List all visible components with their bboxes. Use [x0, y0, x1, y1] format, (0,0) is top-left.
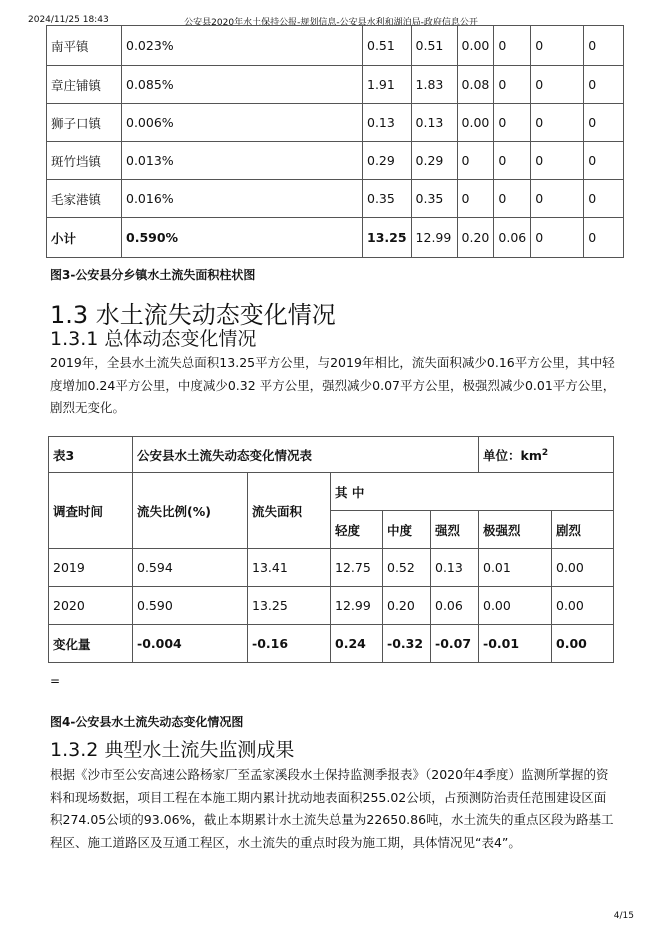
table-cell: 0.00	[552, 587, 614, 625]
table-title-row	[49, 437, 614, 473]
table-cell: 0	[494, 66, 531, 104]
paragraph-monitoring-results: 根据《沙市至公安高速公路杨家厂至孟家溪段水土保持监测季报表》（2020年4季度）监测所掌握的资料和现场数据，项目工程在本施工期内累计扰动地表面积255.02公顷，占预测防治责任范围建设区面积274.05公顷的93.06%，截止本期累计水土流失总量为22650.86吨，水土流失的重点区段为路基工程区、施工道路区及互通工程区，水土流失的重点时段为施工期，具体情况见“表4”。	[50, 767, 614, 850]
section-heading-1-3-2: 1.3.2 典型水土流失监测成果	[50, 739, 295, 761]
table-cell: 2020	[49, 587, 133, 625]
section-heading-1-3: 1.3 水土流失动态变化情况	[50, 301, 336, 329]
table-row	[47, 26, 624, 66]
table-cell: -0.01	[479, 625, 552, 663]
table-cell: 0.06	[431, 587, 479, 625]
table-cell: 0.13	[431, 549, 479, 587]
table-row	[47, 66, 624, 104]
table-cell: 0	[531, 218, 584, 258]
table-cell: 12.99	[411, 218, 457, 258]
table-cell: 0.13	[363, 104, 412, 142]
table-cell: 0	[584, 180, 624, 218]
table-cell: 0	[584, 104, 624, 142]
col-header-intense: 强烈	[431, 511, 479, 549]
table-cell: 13.25	[363, 218, 412, 258]
table-cell: 0.085%	[122, 66, 363, 104]
table-cell: 狮子口镇	[47, 104, 122, 142]
table-cell: 0.594	[133, 549, 248, 587]
table-cell: 0.00	[457, 26, 494, 66]
table-cell: 0.08	[457, 66, 494, 104]
table-cell: 0.52	[383, 549, 431, 587]
table-cell: 13.41	[248, 549, 331, 587]
table-cell: 0.00	[552, 625, 614, 663]
table-cell: 0.590	[133, 587, 248, 625]
table-cell: 0	[531, 104, 584, 142]
col-header-very-intense: 极强烈	[479, 511, 552, 549]
table-cell: 章庄铺镇	[47, 66, 122, 104]
table-cell: 0.51	[363, 26, 412, 66]
table-cell: 0	[584, 26, 624, 66]
figure4-caption: 图4-公安县水土流失动态变化情况图	[50, 715, 244, 729]
table-row	[47, 142, 624, 180]
table-cell: 0	[457, 142, 494, 180]
table-header-row	[49, 473, 614, 511]
table-cell: 变化量	[49, 625, 133, 663]
paragraph-overall-change: 2019年，全县水土流失总面积13.25平方公里，与2019年相比，流失面积减少0.16平方公里，其中轻度增加0.24平方公里，中度减少0.32 平方公里，强烈减少0.07平方公里，极强烈减少0.01平方公里，剧烈无变化。	[50, 355, 616, 415]
table-cell: 1.83	[411, 66, 457, 104]
col-header-time: 调查时间	[49, 473, 133, 549]
section-heading-1-3-1: 1.3.1 总体动态变化情况	[50, 328, 257, 350]
table-cell: 0.29	[363, 142, 412, 180]
table-cell: 0.51	[411, 26, 457, 66]
table-cell: 0.013%	[122, 142, 363, 180]
table-cell: 毛家港镇	[47, 180, 122, 218]
table-row	[47, 104, 624, 142]
table-cell: 0	[494, 104, 531, 142]
table-label: 表3	[49, 437, 133, 473]
table-cell: 2019	[49, 549, 133, 587]
table-cell: 0	[584, 66, 624, 104]
table-cell: 南平镇	[47, 26, 122, 66]
col-header-moderate: 中度	[383, 511, 431, 549]
print-datetime: 2024/11/25 18:43	[28, 15, 109, 25]
table-cell: 0	[494, 142, 531, 180]
table-cell: 0.13	[411, 104, 457, 142]
table-unit: 单位：$km^2$	[479, 437, 614, 473]
col-header-group: 其 中	[331, 473, 614, 511]
col-header-severe: 剧烈	[552, 511, 614, 549]
table-cell: 斑竹垱镇	[47, 142, 122, 180]
table-cell: 13.25	[248, 587, 331, 625]
table-cell: 0	[494, 26, 531, 66]
table-cell: 0.00	[552, 549, 614, 587]
table-title: 公安县水土流失动态变化情况表	[133, 437, 479, 473]
col-header-light: 轻度	[331, 511, 383, 549]
table-cell: 小计	[47, 218, 122, 258]
table-cell: 1.91	[363, 66, 412, 104]
col-header-ratio: 流失比例(%)	[133, 473, 248, 549]
table-cell: 0.00	[479, 587, 552, 625]
change-row	[49, 625, 614, 663]
subtotal-row	[47, 218, 624, 258]
table-cell: 0.29	[411, 142, 457, 180]
table-cell: 0.24	[331, 625, 383, 663]
table-cell: 0	[457, 180, 494, 218]
table-cell: -0.07	[431, 625, 479, 663]
town-loss-table	[46, 25, 624, 258]
stray-equals-sign: =	[50, 674, 61, 688]
table-cell: 0	[584, 142, 624, 180]
table-cell: 0	[531, 142, 584, 180]
table-cell: 0	[584, 218, 624, 258]
table-row	[47, 180, 624, 218]
page-number: 4/15	[613, 911, 634, 921]
table-cell: 0.023%	[122, 26, 363, 66]
table-cell: -0.004	[133, 625, 248, 663]
table-cell: 0	[531, 26, 584, 66]
dynamic-change-table	[48, 436, 614, 663]
table-cell: 0.06	[494, 218, 531, 258]
table-cell: -0.32	[383, 625, 431, 663]
table-row	[49, 587, 614, 625]
col-header-area: 流失面积	[248, 473, 331, 549]
table-row	[49, 549, 614, 587]
table-cell: 0.20	[383, 587, 431, 625]
table-cell: 0	[531, 66, 584, 104]
table-cell: 0.00	[457, 104, 494, 142]
table-cell: 0.590%	[122, 218, 363, 258]
table-cell: 0.006%	[122, 104, 363, 142]
table-cell: 0	[531, 180, 584, 218]
table-cell: -0.16	[248, 625, 331, 663]
table-cell: 0.016%	[122, 180, 363, 218]
table-cell: 12.75	[331, 549, 383, 587]
print-page-title: 公安县2020年水土保持公报-规划信息-公安县水利和湖泊局-政府信息公开	[184, 18, 478, 28]
table-cell: 0.35	[411, 180, 457, 218]
table-cell: 0.01	[479, 549, 552, 587]
table-cell: 0.35	[363, 180, 412, 218]
table-cell: 0	[494, 180, 531, 218]
table-cell: 12.99	[331, 587, 383, 625]
table-cell: 0.20	[457, 218, 494, 258]
figure3-caption: 图3-公安县分乡镇水土流失面积柱状图	[50, 268, 256, 282]
